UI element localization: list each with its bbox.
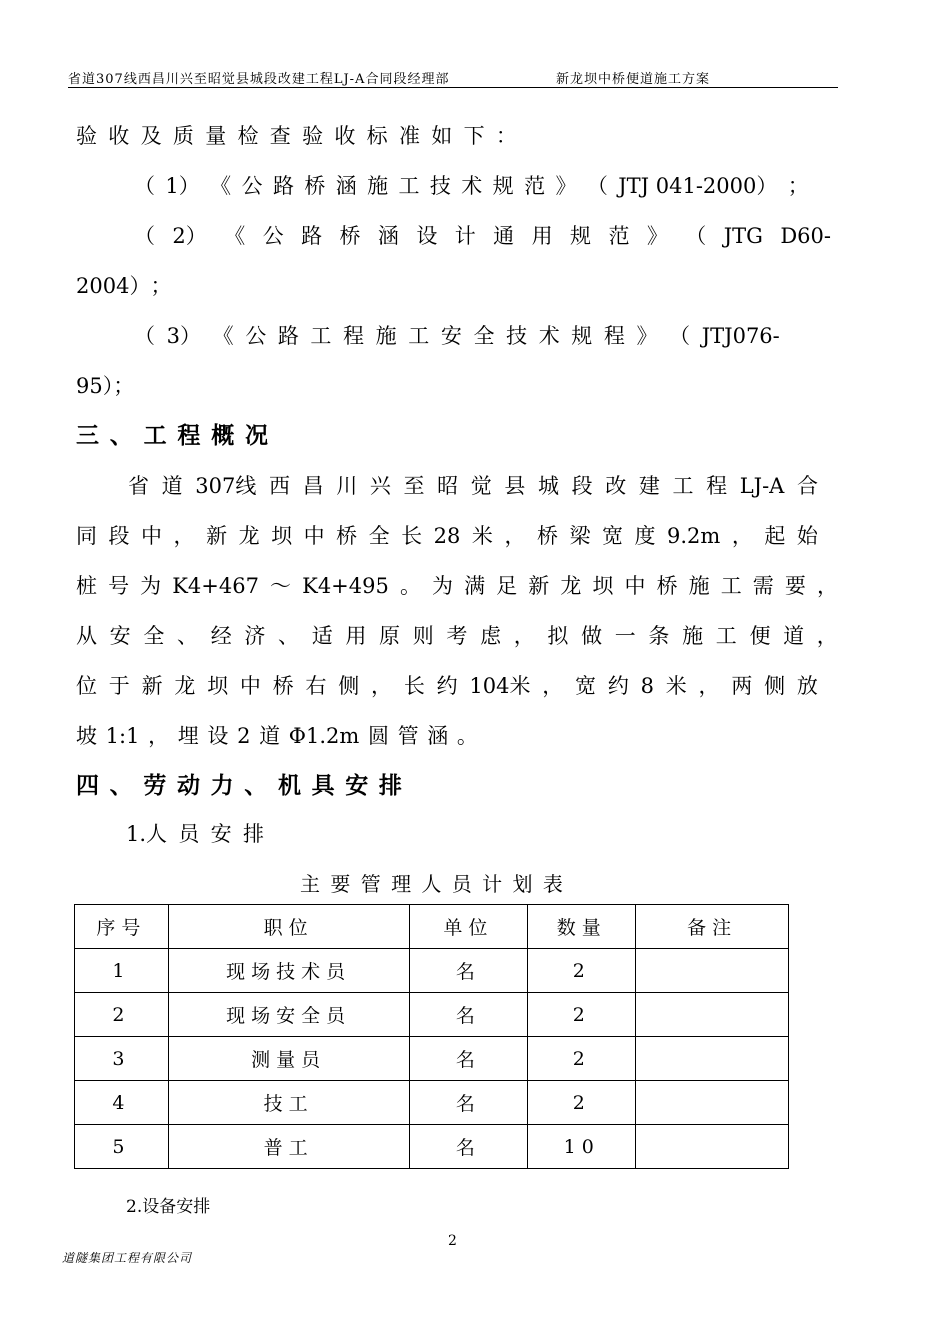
text-token: 工 [720, 574, 742, 598]
text-token: 龙 [238, 524, 260, 548]
text-token: 原 [379, 624, 401, 648]
text-token: 济 [244, 624, 266, 648]
table-cell: 2 [528, 1037, 636, 1081]
text-token: ， [731, 524, 753, 548]
text-token: （ [134, 224, 155, 248]
text-token: 侧 [764, 674, 786, 698]
text-token: ， [371, 674, 393, 698]
text-token: 为 [140, 574, 162, 598]
table-cell [636, 949, 789, 993]
text-token: 95 [76, 374, 103, 398]
table-cell: 2 [528, 993, 636, 1037]
text-token: 始 [796, 524, 818, 548]
text-token: 施 [375, 324, 397, 348]
text-token: 、 [109, 422, 133, 449]
text-token: 桥 [304, 174, 326, 198]
text-token: 全 [473, 324, 495, 348]
text-token: 术 [538, 324, 560, 348]
table-row [75, 1125, 789, 1169]
header-right: 新龙坝中桥便道施工方案 [556, 72, 711, 87]
text-token: 米 [665, 674, 687, 698]
text-token: 设 [416, 224, 438, 248]
text-token: ， [816, 624, 838, 648]
text-token: ， [173, 524, 195, 548]
text-token: 龙 [560, 574, 582, 598]
text-token: 度 [634, 524, 656, 548]
text-token: K4+467 [172, 574, 259, 598]
text-token: 建 [638, 474, 660, 498]
text-token: （ [134, 174, 155, 198]
text-token: 道 [783, 624, 805, 648]
table-cell: 名 [409, 1081, 528, 1125]
text-token: 安 [345, 772, 369, 799]
text-token: 则 [412, 624, 434, 648]
text-token: ； [787, 174, 809, 198]
text-token: （ [685, 224, 707, 248]
text-token: 收 [108, 124, 130, 148]
text-token: 省 [128, 474, 149, 498]
text-token: 考 [446, 624, 468, 648]
text-token: ： [495, 124, 517, 148]
text-token: 川 [336, 474, 358, 498]
text-token: 验 [76, 124, 97, 148]
table-cell: 2 [75, 993, 169, 1037]
text-token: 下 [463, 124, 485, 148]
text-token: 通 [493, 224, 515, 248]
text-token: 梁 [569, 524, 591, 548]
text-token: 中 [141, 524, 163, 548]
text-token: ； [150, 274, 172, 298]
text-token: 况 [244, 422, 268, 449]
text-line [134, 321, 780, 351]
text-token: ， [148, 724, 170, 748]
text-token: 准 [398, 124, 420, 148]
section-heading-3 [76, 421, 268, 451]
text-token: 设 [207, 724, 229, 748]
text-token: K4+495 [302, 574, 389, 598]
text-token: 查 [269, 124, 291, 148]
text-token: 桥 [536, 524, 558, 548]
text-token: ～ [270, 574, 292, 598]
text-token: 县 [504, 474, 526, 498]
text-token: 桥 [339, 224, 361, 248]
text-token: 3） [166, 324, 201, 348]
text-token: 约 [436, 674, 458, 698]
text-token: 《 [210, 174, 232, 198]
text-token: 范 [524, 174, 546, 198]
table-row [75, 1081, 789, 1125]
table-caption: 主 要 管 理 人 员 计 划 表 [300, 872, 565, 896]
text-token: 具 [311, 772, 335, 799]
header-divider [68, 87, 838, 88]
text-token: 放 [796, 674, 818, 698]
header-cell: 序号 [75, 905, 169, 949]
text-token: 量 [205, 124, 227, 148]
text-token: 标 [366, 124, 388, 148]
text-token: 做 [581, 624, 603, 648]
text-token: ， [504, 524, 526, 548]
text-token: 全 [368, 524, 390, 548]
text-token: 道 [259, 724, 281, 748]
text-token: 工 [672, 474, 694, 498]
text-token: 兴 [369, 474, 391, 498]
text-token: 、 [109, 772, 133, 799]
text-token: 术 [461, 174, 483, 198]
text-token: 质 [172, 124, 194, 148]
text-token: 桥 [272, 674, 294, 698]
text-token: 8 [640, 674, 654, 698]
text-token: 动 [176, 772, 200, 799]
table-cell: 现场安全员 [168, 993, 409, 1037]
text-token: 路 [301, 224, 323, 248]
text-token: 排 [378, 772, 402, 799]
text-token: 坝 [592, 574, 614, 598]
text-token: 昭 [437, 474, 459, 498]
table-cell: 测量员 [168, 1037, 409, 1081]
text-token: 公 [245, 324, 267, 348]
text-token: 中 [303, 524, 325, 548]
text-token: 规 [571, 324, 593, 348]
text-token: 公 [262, 224, 284, 248]
text-token: D60- [780, 224, 831, 248]
text-line [76, 571, 838, 601]
text-token: 桥 [336, 524, 358, 548]
table-cell: 技工 [168, 1081, 409, 1125]
text-token: 范 [608, 224, 630, 248]
text-token: 路 [272, 174, 294, 198]
text-token: 同 [76, 524, 97, 548]
text-token: 技 [429, 174, 451, 198]
text-token: 桩 [76, 574, 97, 598]
text-token: 规 [570, 224, 592, 248]
text-token: 从 [76, 624, 97, 648]
text-token: 计 [454, 224, 476, 248]
text-token: 全 [143, 624, 165, 648]
text-line [76, 721, 478, 751]
text-token: ， [513, 624, 535, 648]
text-token: 坝 [271, 524, 293, 548]
text-token: 虑 [480, 624, 502, 648]
text-token: 足 [496, 574, 518, 598]
text-token: （ [586, 174, 608, 198]
text-token: 一 [614, 624, 636, 648]
text-token: 收 [334, 124, 356, 148]
text-token: 右 [305, 674, 327, 698]
text-token: 程 [603, 324, 625, 348]
text-token: 工 [408, 324, 430, 348]
text-token: 坝 [207, 674, 229, 698]
text-token: 《 [224, 224, 246, 248]
text-token: ， [816, 574, 838, 598]
text-token: 段 [571, 474, 593, 498]
text-token: 排 [242, 822, 264, 846]
text-line [76, 621, 838, 651]
text-token: 》 [646, 224, 668, 248]
text-token: 工 [310, 324, 332, 348]
text-token: 程 [706, 474, 728, 498]
staff-plan-table [74, 904, 789, 1169]
text-token: 劳 [143, 772, 167, 799]
text-token: 技 [506, 324, 528, 348]
text-token: 2） [172, 224, 207, 248]
page-number: 2 [448, 1233, 457, 1249]
text-token: LJ-A [739, 474, 785, 498]
text-token: 施 [682, 624, 704, 648]
text-token: 、 [244, 772, 268, 799]
text-token: 机 [277, 772, 301, 799]
table-cell: 10 [528, 1125, 636, 1169]
text-token: 用 [531, 224, 553, 248]
text-token: 104米 [469, 674, 531, 698]
text-line [76, 271, 171, 301]
text-token: 涵 [377, 224, 399, 248]
text-token: 便 [749, 624, 771, 648]
text-token: 桥 [656, 574, 678, 598]
table-row [75, 1037, 789, 1081]
table-cell: 1 [75, 949, 169, 993]
text-token: 圆 [367, 724, 389, 748]
table-cell: 名 [409, 1125, 528, 1169]
text-token: 1.人 [126, 822, 168, 846]
text-token: 龙 [174, 674, 196, 698]
text-token: 两 [731, 674, 753, 698]
text-token: 路 [277, 324, 299, 348]
text-token: ， [542, 674, 564, 698]
text-token: 新 [528, 574, 550, 598]
header-cell: 备注 [636, 905, 789, 949]
text-token: 9.2m [667, 524, 721, 548]
text-token: 程 [343, 324, 365, 348]
table-cell: 名 [409, 949, 528, 993]
text-token: 、 [177, 624, 199, 648]
text-token: 米 [471, 524, 493, 548]
text-token: 工 [143, 422, 167, 449]
text-token: （ [134, 324, 155, 348]
text-token: 28 [433, 524, 461, 548]
text-line [134, 171, 809, 201]
text-token: 如 [431, 124, 453, 148]
text-token: JTJ076- [701, 324, 780, 348]
text-token: 约 [607, 674, 629, 698]
text-token: 段 [108, 524, 130, 548]
text-token: 验 [302, 124, 324, 148]
text-token: 号 [108, 574, 130, 598]
text-token: 改 [605, 474, 627, 498]
text-token: 2 [237, 724, 251, 748]
header-left: 省道307线西昌川兴至昭觉县城段改建工程LJ-A合同段经理部 [68, 72, 450, 87]
text-token: 要 [784, 574, 806, 598]
text-token: 合 [796, 474, 818, 498]
text-token: 条 [648, 624, 670, 648]
text-token: 城 [537, 474, 559, 498]
text-token: 宽 [575, 674, 597, 698]
text-token: 新 [141, 674, 163, 698]
text-token: 坡 [76, 724, 97, 748]
text-token: ） [129, 274, 151, 298]
text-token: 《 [212, 324, 234, 348]
text-token: 公 [241, 174, 263, 198]
text-token: 涵 [427, 724, 449, 748]
header-cell: 数量 [528, 905, 636, 949]
text-token: 及 [140, 124, 162, 148]
text-token: （ [669, 324, 691, 348]
text-token: 管 [397, 724, 419, 748]
text-token: 至 [403, 474, 425, 498]
text-token: 适 [311, 624, 333, 648]
text-line [76, 671, 818, 701]
text-token: 埋 [177, 724, 199, 748]
text-token: Φ1.2m [288, 724, 360, 748]
subsection-heading [126, 819, 264, 849]
text-token: 安 [109, 624, 131, 648]
text-token: 侧 [338, 674, 360, 698]
header-cell: 职位 [168, 905, 409, 949]
text-token: 道 [161, 474, 183, 498]
table-cell: 现场技术员 [168, 949, 409, 993]
text-line [134, 221, 831, 251]
text-token: 中 [624, 574, 646, 598]
text-token: 中 [239, 674, 261, 698]
text-token: 工 [398, 174, 420, 198]
text-token: 昌 [302, 474, 324, 498]
text-token: 规 [492, 174, 514, 198]
text-token: 》 [555, 174, 577, 198]
text-token: JTJ 041-2000） [618, 174, 778, 198]
text-token: 用 [345, 624, 367, 648]
text-token: 西 [268, 474, 290, 498]
text-token: ， [698, 674, 720, 698]
text-token: 。 [456, 724, 478, 748]
text-token: 四 [76, 772, 99, 799]
text-token: 307线 [195, 474, 257, 498]
text-token: 、 [278, 624, 300, 648]
text-token: 》 [636, 324, 658, 348]
text-token: 满 [464, 574, 486, 598]
table-cell: 2 [528, 949, 636, 993]
text-line [76, 121, 517, 151]
text-token: 于 [108, 674, 130, 698]
text-token: ）； [102, 374, 135, 398]
table-cell: 3 [75, 1037, 169, 1081]
text-token: 需 [752, 574, 774, 598]
text-token: 程 [177, 422, 201, 449]
text-token: 安 [210, 822, 232, 846]
table-cell: 4 [75, 1081, 169, 1125]
text-token: 检 [237, 124, 259, 148]
text-token: 1） [165, 174, 200, 198]
table-cell: 名 [409, 993, 528, 1037]
text-token: 概 [211, 422, 235, 449]
table-cell: 名 [409, 1037, 528, 1081]
text-token: 施 [367, 174, 389, 198]
text-token: 经 [210, 624, 232, 648]
text-token: 安 [440, 324, 462, 348]
text-token: 施 [688, 574, 710, 598]
text-token: 觉 [470, 474, 492, 498]
text-token: 涵 [335, 174, 357, 198]
text-token: JTG [723, 224, 763, 248]
table-cell [636, 1125, 789, 1169]
header-cell: 单位 [409, 905, 528, 949]
text-line [128, 471, 818, 501]
text-line [76, 371, 134, 401]
text-token: 长 [401, 524, 423, 548]
table-cell [636, 1037, 789, 1081]
text-token: 三 [76, 422, 99, 449]
section-heading-4 [76, 771, 402, 801]
text-token: 。 [399, 574, 421, 598]
text-token: 2004 [76, 274, 130, 298]
text-token: 员 [178, 822, 200, 846]
text-token: 力 [210, 772, 234, 799]
table-cell: 5 [75, 1125, 169, 1169]
text-token: 1:1 [105, 724, 140, 748]
text-line [76, 521, 818, 551]
table-cell [636, 1081, 789, 1125]
text-token: 起 [764, 524, 786, 548]
text-token: 宽 [601, 524, 623, 548]
table-header-row [75, 905, 789, 949]
text-token: 新 [206, 524, 228, 548]
text-token: 为 [432, 574, 454, 598]
text-token: 位 [76, 674, 97, 698]
table-row [75, 993, 789, 1037]
table-cell: 2 [528, 1081, 636, 1125]
footer-company: 道隧集团工程有限公司 [62, 1251, 193, 1265]
table-cell: 普工 [168, 1125, 409, 1169]
text-token: 工 [715, 624, 737, 648]
table-cell [636, 993, 789, 1037]
text-token: 拟 [547, 624, 569, 648]
equipment-subheading: 2.设备安排 [126, 1197, 211, 1217]
table-row [75, 949, 789, 993]
text-token: 长 [403, 674, 425, 698]
